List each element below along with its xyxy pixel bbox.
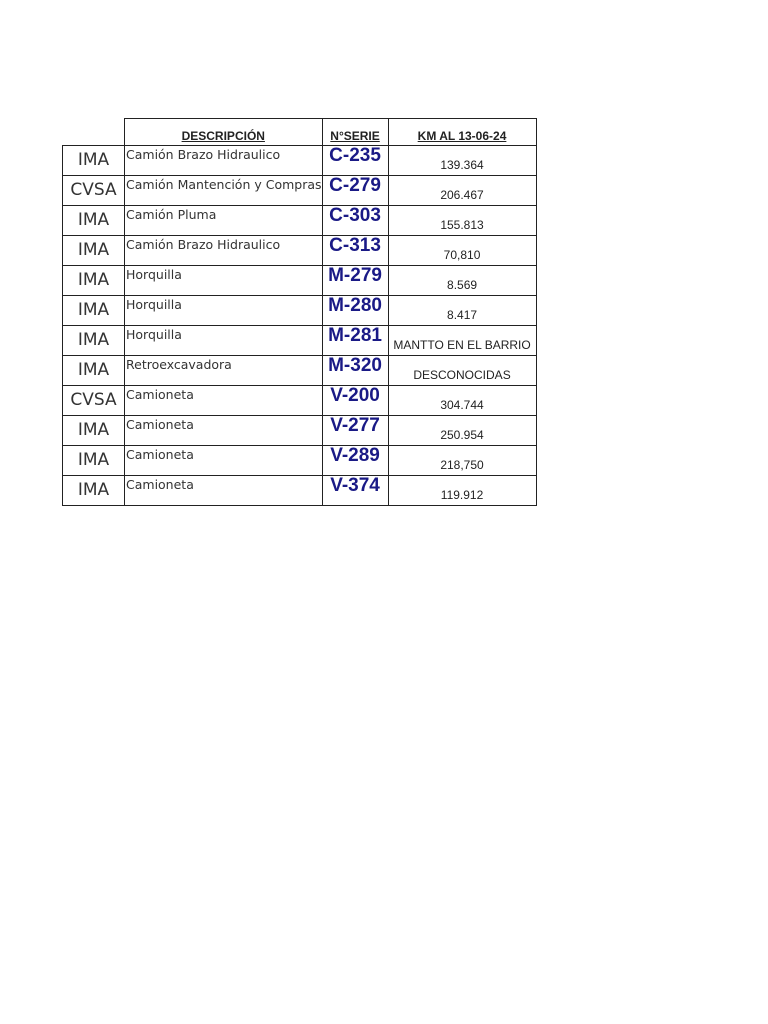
cell-descripcion: Retroexcavadora bbox=[125, 355, 323, 385]
cell-descripcion: Camioneta bbox=[125, 475, 323, 505]
cell-serie: V-200 bbox=[322, 385, 388, 415]
table-row bbox=[63, 415, 537, 445]
cell-empresa: IMA bbox=[63, 235, 125, 265]
cell-descripcion: Camioneta bbox=[125, 385, 323, 415]
header-km: KM AL 13-06-24 bbox=[388, 119, 536, 146]
cell-serie: C-303 bbox=[322, 205, 388, 235]
table-row bbox=[63, 355, 537, 385]
cell-empresa: IMA bbox=[63, 445, 125, 475]
table-row bbox=[63, 235, 537, 265]
cell-descripcion: Camión Brazo Hidraulico bbox=[125, 235, 323, 265]
table-row bbox=[63, 265, 537, 295]
cell-serie: V-374 bbox=[322, 475, 388, 505]
cell-descripcion: Camión Pluma bbox=[125, 205, 323, 235]
cell-descripcion: Horquilla bbox=[125, 325, 323, 355]
header-row bbox=[63, 119, 537, 146]
cell-empresa: IMA bbox=[63, 475, 125, 505]
table-row bbox=[63, 385, 537, 415]
table-row bbox=[63, 325, 537, 355]
cell-descripcion: Camión Mantención y Compras bbox=[125, 175, 323, 205]
cell-km: 218,750 bbox=[388, 445, 536, 475]
cell-serie: M-281 bbox=[322, 325, 388, 355]
cell-empresa: IMA bbox=[63, 415, 125, 445]
cell-empresa: CVSA bbox=[63, 175, 125, 205]
cell-km: 8.569 bbox=[388, 265, 536, 295]
cell-serie: M-279 bbox=[322, 265, 388, 295]
cell-empresa: IMA bbox=[63, 265, 125, 295]
cell-serie: V-289 bbox=[322, 445, 388, 475]
cell-km: 155.813 bbox=[388, 205, 536, 235]
header-descripcion: DESCRIPCIÓN bbox=[125, 119, 323, 146]
cell-descripcion: Camión Brazo Hidraulico bbox=[125, 145, 323, 175]
vehicle-table-body bbox=[63, 119, 537, 506]
cell-km: 139.364 bbox=[388, 145, 536, 175]
cell-serie: M-320 bbox=[322, 355, 388, 385]
cell-km: DESCONOCIDAS bbox=[388, 355, 536, 385]
cell-empresa: IMA bbox=[63, 295, 125, 325]
cell-serie: V-277 bbox=[322, 415, 388, 445]
cell-descripcion: Horquilla bbox=[125, 295, 323, 325]
spreadsheet-sheet bbox=[62, 118, 537, 506]
cell-km: 304.744 bbox=[388, 385, 536, 415]
header-empty-cell bbox=[63, 119, 125, 146]
cell-descripcion: Camioneta bbox=[125, 445, 323, 475]
cell-km: 119.912 bbox=[388, 475, 536, 505]
header-serie: N°SERIE bbox=[322, 119, 388, 146]
cell-empresa: CVSA bbox=[63, 385, 125, 415]
cell-empresa: IMA bbox=[63, 145, 125, 175]
table-row bbox=[63, 175, 537, 205]
table-row bbox=[63, 295, 537, 325]
table-row bbox=[63, 205, 537, 235]
cell-serie: C-235 bbox=[322, 145, 388, 175]
cell-serie: C-313 bbox=[322, 235, 388, 265]
cell-serie: C-279 bbox=[322, 175, 388, 205]
cell-km: 8.417 bbox=[388, 295, 536, 325]
cell-empresa: IMA bbox=[63, 205, 125, 235]
table-row bbox=[63, 445, 537, 475]
cell-empresa: IMA bbox=[63, 355, 125, 385]
table-row bbox=[63, 475, 537, 505]
cell-serie: M-280 bbox=[322, 295, 388, 325]
vehicle-table bbox=[62, 118, 537, 506]
cell-empresa: IMA bbox=[63, 325, 125, 355]
cell-km: 206.467 bbox=[388, 175, 536, 205]
cell-descripcion: Camioneta bbox=[125, 415, 323, 445]
cell-descripcion: Horquilla bbox=[125, 265, 323, 295]
table-row bbox=[63, 145, 537, 175]
cell-km: 250.954 bbox=[388, 415, 536, 445]
cell-km: MANTTO EN EL BARRIO bbox=[388, 325, 536, 355]
cell-km: 70,810 bbox=[388, 235, 536, 265]
